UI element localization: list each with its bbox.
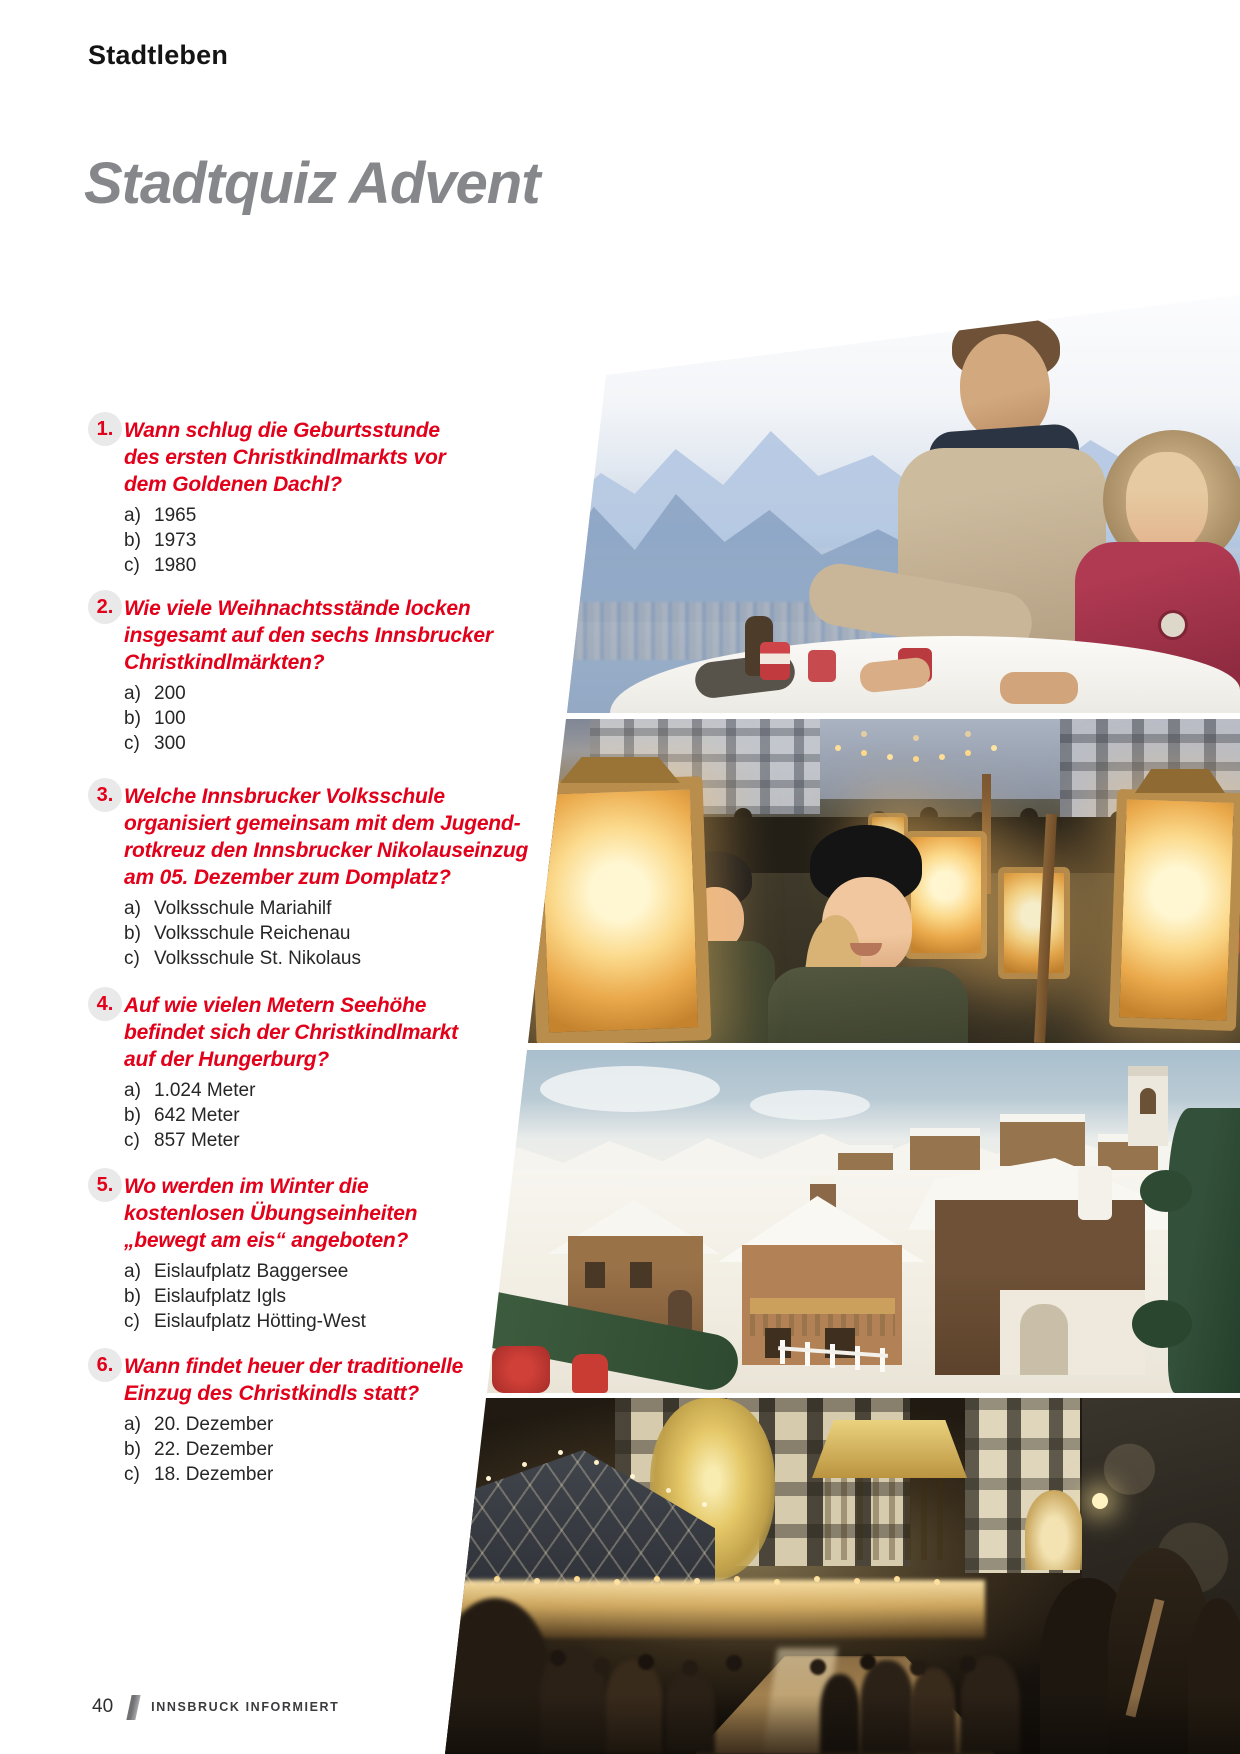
answer-letter: b) <box>124 1105 141 1126</box>
answer-letter: b) <box>124 530 141 551</box>
answer-row <box>124 1259 518 1284</box>
goldenes-dachl-balcony <box>825 1478 953 1560</box>
answer-row <box>124 1412 518 1437</box>
answer-row <box>124 681 518 706</box>
question-text-line: des ersten Christkindlmarkts vor <box>124 446 446 469</box>
chalet-window <box>630 1262 652 1288</box>
footer-divider <box>126 1695 140 1720</box>
answer-letter: a) <box>124 1414 141 1435</box>
hand <box>1000 672 1078 704</box>
red-mug <box>808 650 836 682</box>
footer-magazine-name: INNSBRUCK INFORMIERT <box>151 1700 340 1714</box>
question-text-line: auf der Hungerburg? <box>124 1048 330 1071</box>
fence-post <box>805 1342 810 1366</box>
question-text-line: am 05. Dezember zum Domplatz? <box>124 866 451 889</box>
answer-row <box>124 1284 518 1309</box>
answer-text: Volksschule Mariahilf <box>154 898 332 919</box>
answer-row <box>124 896 518 921</box>
photo-lantern-procession <box>520 719 1240 1043</box>
question-text-line: Einzug des Christkindls statt? <box>124 1382 420 1405</box>
answer-row <box>124 946 518 971</box>
answer-row <box>124 553 518 578</box>
photo-christmas-market-night <box>440 1398 1240 1754</box>
barn-arch-door <box>1020 1304 1068 1375</box>
question-number-badge: 4. <box>88 987 122 1021</box>
answer-text: 1.024 Meter <box>154 1080 256 1101</box>
fir-tree <box>1168 1108 1240 1393</box>
lit-archway <box>1025 1490 1083 1570</box>
girl-cloak <box>768 967 968 1043</box>
fence-post <box>880 1348 885 1372</box>
question-text-line: kostenlosen Übungseinheiten <box>124 1202 418 1225</box>
answer-letter: b) <box>124 708 141 729</box>
lantern-glow <box>1109 789 1240 1031</box>
question-text-line: Wo werden im Winter die <box>124 1175 369 1198</box>
answer-text: Volksschule Reichenau <box>154 923 351 944</box>
street-sky <box>820 719 1060 799</box>
fir-branch <box>1132 1300 1192 1348</box>
question-number-badge: 2. <box>88 590 122 624</box>
answer-row <box>124 731 518 756</box>
question-text-line: Auf wie vielen Metern Seehöhe <box>124 994 427 1017</box>
question-text-line: befindet sich der Christkindlmarkt <box>124 1021 458 1044</box>
answer-text: 1965 <box>154 505 197 526</box>
question-number-badge: 6. <box>88 1348 122 1382</box>
cloud <box>750 1090 870 1120</box>
answer-letter: c) <box>124 1464 140 1485</box>
question-2 <box>88 595 518 756</box>
answer-text: Eislaufplatz Hötting-West <box>154 1311 366 1332</box>
answer-letter: c) <box>124 1311 140 1332</box>
answer-text: Eislaufplatz Baggersee <box>154 1261 349 1282</box>
chalet-window <box>765 1328 791 1358</box>
answer-text: 20. Dezember <box>154 1414 274 1435</box>
question-text-line: Wann schlug die Geburtsstunde <box>124 419 440 442</box>
answer-text: 22. Dezember <box>154 1439 274 1460</box>
answer-row <box>124 921 518 946</box>
answer-row <box>124 528 518 553</box>
answer-text: 300 <box>154 733 186 754</box>
question-number-badge: 5. <box>88 1168 122 1202</box>
answer-text: 200 <box>154 683 186 704</box>
question-text-line: Wie viele Weihnachtsstände locken <box>124 597 471 620</box>
church-window <box>1140 1088 1156 1114</box>
lantern-glow <box>998 867 1070 979</box>
question-4 <box>88 992 518 1153</box>
balcony <box>750 1298 895 1314</box>
answer-row <box>124 1437 518 1462</box>
answer-text: 18. Dezember <box>154 1464 274 1485</box>
question-3 <box>88 783 529 971</box>
answer-letter: a) <box>124 1261 141 1282</box>
barn-chimney <box>1078 1166 1112 1220</box>
answer-letter: a) <box>124 683 141 704</box>
answer-letter: b) <box>124 923 141 944</box>
red-figure <box>572 1354 608 1393</box>
photo-couple-mountain-view <box>560 280 1240 713</box>
string-lights <box>454 1574 460 1580</box>
answer-row <box>124 1103 518 1128</box>
page-footer <box>92 1692 339 1722</box>
question-text-line: Welche Innsbrucker Volksschule <box>124 785 445 808</box>
answer-letter: c) <box>124 733 140 754</box>
question-number-badge: 1. <box>88 412 122 446</box>
cloud <box>540 1066 720 1112</box>
footer-page-number: 40 <box>92 1696 114 1717</box>
answer-row <box>124 1128 518 1153</box>
question-text-line: „bewegt am eis“ angeboten? <box>124 1229 409 1252</box>
question-5 <box>88 1173 518 1334</box>
answer-letter: b) <box>124 1286 141 1307</box>
section-label: Stadtleben <box>88 40 229 70</box>
answer-text: 100 <box>154 708 186 729</box>
fir-branch <box>1140 1170 1192 1212</box>
red-mug <box>760 642 790 680</box>
question-text-line: insgesamt auf den sechs Innsbrucker <box>124 624 493 647</box>
question-1 <box>88 417 518 578</box>
answer-row <box>124 1309 518 1334</box>
answer-letter: c) <box>124 948 140 969</box>
question-text-line: Christkindlmärkten? <box>124 651 325 674</box>
answer-text: 857 Meter <box>154 1130 240 1151</box>
answer-letter: c) <box>124 1130 140 1151</box>
jacket-badge <box>1158 610 1188 640</box>
roof-lights <box>450 1494 455 1499</box>
question-text-line: rotkreuz den Innsbrucker Nikolauseinzug <box>124 839 529 862</box>
answer-text: 1980 <box>154 555 197 576</box>
answer-letter: a) <box>124 1080 141 1101</box>
fence-post <box>830 1344 835 1368</box>
photo-miniature-snow-village <box>480 1050 1240 1393</box>
question-number-badge: 3. <box>88 778 122 812</box>
bottom-vignette <box>440 1694 1240 1754</box>
answer-text: 642 Meter <box>154 1105 240 1126</box>
answer-letter: a) <box>124 505 141 526</box>
fence-post <box>855 1346 860 1370</box>
chalet-window <box>585 1262 605 1288</box>
question-text-line: dem Goldenen Dachl? <box>124 473 342 496</box>
mini-hut <box>910 1128 980 1170</box>
answer-row <box>124 706 518 731</box>
street-lamp <box>1092 1493 1108 1509</box>
goldenes-dachl-roof <box>812 1420 967 1478</box>
string-lights <box>835 745 841 751</box>
answer-text: Eislaufplatz Igls <box>154 1286 287 1307</box>
fence-post <box>780 1340 785 1364</box>
answer-letter: a) <box>124 898 141 919</box>
answer-row <box>124 1462 518 1487</box>
crowd-heads <box>550 1650 566 1666</box>
answer-row <box>124 503 518 528</box>
answer-letter: c) <box>124 555 140 576</box>
question-6 <box>88 1353 518 1487</box>
page-title: Stadtquiz Advent <box>84 151 540 216</box>
question-text-line: organisiert gemeinsam mit dem Jugend- <box>124 812 521 835</box>
lantern-glow <box>527 776 711 1046</box>
question-text-line: Wann findet heuer der traditionelle <box>124 1355 464 1378</box>
answer-row <box>124 1078 518 1103</box>
answer-letter: b) <box>124 1439 141 1460</box>
answer-text: Volksschule St. Nikolaus <box>154 948 361 969</box>
woman-face <box>1126 452 1208 552</box>
mini-hut <box>1000 1114 1085 1166</box>
answer-text: 1973 <box>154 530 197 551</box>
